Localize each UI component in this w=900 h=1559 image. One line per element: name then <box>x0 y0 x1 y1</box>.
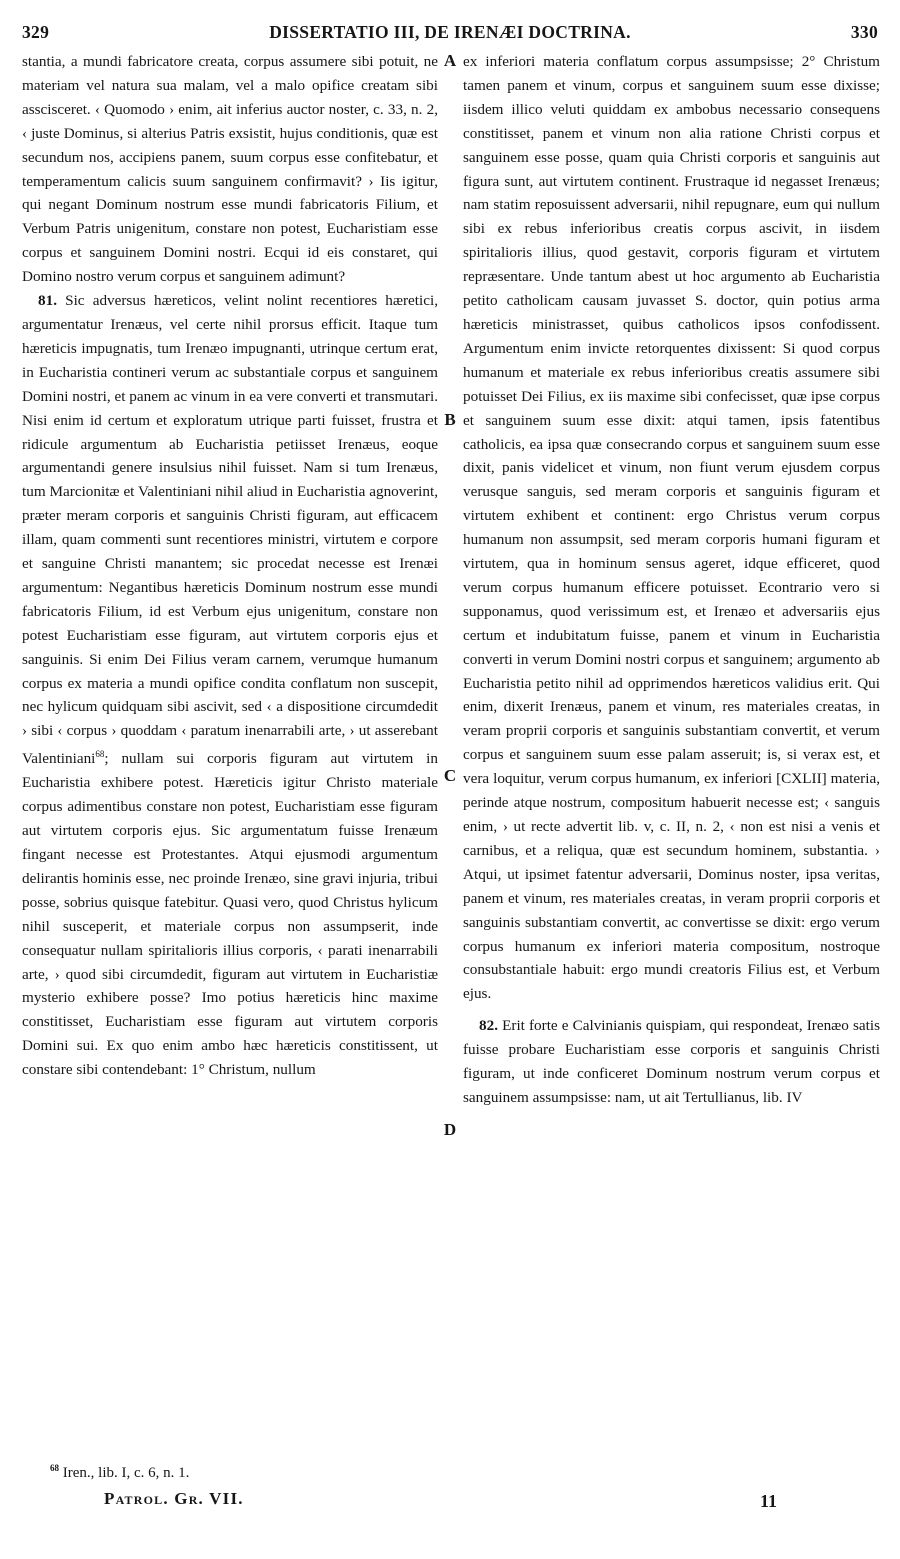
running-title: DISSERTATIO III, DE IRENÆI DOCTRINA. <box>269 22 631 42</box>
signature-number: 11 <box>760 1491 778 1511</box>
margin-marker-b: B <box>444 410 456 429</box>
paragraph-82: 82. Erit forte e Calvinianis quispiam, qui respondeat, Irenæo satis fuisse probare Eucharistiam esse corporis et sanguinis Christi figuram, ut inde conficeret Dominum nostrum verum corpus et sanguinem assumpsisse: nam, ut ait Tertullianus, lib. IV <box>463 1017 881 1106</box>
margin-marker-a: A <box>443 51 457 70</box>
signature-line: Patrol. Gr. VII. <box>104 1489 244 1508</box>
paragraph-number: 81. <box>38 292 57 310</box>
running-head <box>22 22 878 48</box>
paragraph-continuation-right: ex inferiori materia conflatum corpus assumpsisse; 2° Christum tamen panem et vinum, corpus et sanguinem suum esse dixisse; iisdem illico veluti quiddam ex ambobus necessario consequens constitisset, panem et vinum non alia ratione Christi corpus et sanguinem esse posse, quam quia Christi corporis et sanguinis aut figura sunt, aut virtutem continent. Frustraque id negasset Irenæus; nam statim reposuissent adversarii, nihil repugnare, eum qui nullum sibi ex rebus inferioribus creatis corpus ascivit, in iisdem spiritalioris illius, quod gestavit, corporis figuram et virtutem repræsentare. Unde tantum abest ut hoc argumento ab Eucharistia petito catholicam causam juvasset S. doctor, quin potius arma hæreticis ministrasset, quibus catholicos ipsos confodissent. Argumentum enim invicte retorquentes dixissent: Si quod corpus humanum et materiale ex rebus inferioribus creatis assumere sibi potuisset Dei Filius, ex iis maxime sibi confecisset, quæ ipse corpus et sanguinem suum esse dixit: atqui tamen, ipsis fatentibus catholicis, ea ipsa quæ consecrando corpus et sanguinem suum esse dixit, panis videlicet et vinum, non fiunt verum ejusdem corpus verusque sanguis, sed meram corporis et sanguinis figuram et virtutem exhibent et continent: ergo Christus verum corpus humanum non assumpsit, sed meram corporis humani figuram et virtutem, qua in hominum sensus ageret, idque efficeret, quod verum corpus humanum efficere potuisset. Econtrario vero si supponamus, quod verissimum est, et Irenæo et adversariis ejus certum et indubitatum fuisse, panem et vinum in Eucharistia converti in verum Domini nostri corpus et sanguinem; argumento ab Eucharistia petito nihil ad opprimendos hæreticos validius erit. Qui enim, dixerit Irenæus, panem et vinum, res materiales creatas, in veram proprii corporis et sanguinis substantiam convertit, et verum corpus et sanguinem suum esse palam asseruit; is, si verax est, et vera loquitur, verum corpus humanum, ex inferiori [CXLII] materia, perinde atque nostrum, compositum habuerit necesse est; ‹ sanguis enim, › ut recte advertit lib. v, c. II, n. 2, ‹ non est nisi a venis et carnibus, et a reliqua, quæ est secundum hominem, substantia. › Atqui, ut ipsimet fatentur adversarii, Dominus noster, ipsa veritas, panem et vinum, res materiales creatas, in veram proprii corporis et sanguinis substantiam convertit, ac convertisse se dixit: ergo verum corpus humanum ex inferiori materia compositum, nostroque consubstantiale habuit: ergo mundi creatoris Filius est, et Verbum ejus. <box>463 53 880 1003</box>
margin-marker-d: D <box>443 1120 457 1139</box>
footnote-marker: 68 <box>50 1463 59 1473</box>
footnote-reference: 68 <box>95 749 105 760</box>
paragraph-81: 81. Sic adversus hæreticos, velint nolint recentiores hæretici, argumentatur Irenæus, vel certe nihil prorsus efficit. Itaque tum hæreticis impugnatis, tum Irenæo impugnanti, utrinque certum erat, in Eucharistia contineri verum ac substantiale corpus et sanguinem Domini nostri, et panem ac vinum in ea vere converti et transmutari. Nisi enim id certum et exploratum utrique parti fuisset, frustra et ridicule argumentum ab Eucharistia petiisset Irenæus, eoque argumentandi genere insulsius nihil fuisset. Nam si tum Irenæus, tum Marcionitæ et Valentiniani nihil aliud in Eucharistia agnoverint, præter meram corporis et sanguinis Christi figuram, aut efficacem illam, quam commenti sunt recentiores ministri, virtutem e corpore et sanguine Christi manantem; sic procedat necesse est Irenæi argumentum: Negantibus hæreticis Dominum nostrum esse mundi fabricatoris Filium, id est Verbum ejus unigenitum, constare non potest Eucharistiam esse figuram, aut virtutem corporis ejus et sanguinis. Si enim Dei Filius veram carnem, verumque humanum corpus ex materia a mundi opifice condita conflatum non suscepit, nec hylicum quidquam sibi ascivit, sed ‹ a dispositione circumdedit › sibi ‹ corpus › quoddam ‹ paratum inenarrabili arte, › ut asserebant Valentiniani$^{68}$; nullam sui corporis figuram aut virtutem in Eucharistia exhibere potest. Hæreticis igitur Christo materiale corpus adimentibus constare non potest, Eucharistiam esse figuram aut virtutem corporis ejus. Sic argumentatum fuisse Irenæum fingant necesse est Protestantes. Atqui ejusmodi argumentum delirantis hominis esse, nec proinde Irenæo, sine gravi injuria, tribui posse, sobrius quisque fatebitur. Quasi vero, quod Christus hylicum nihil susceperit, et materiale corpus non assumpserit, inde consequatur nullam spiritalioris illius corporis, ‹ parati inenarrabili arte, › quod sibi circumdedit, figuram aut virtutem in Eucharistiæ mysterio exhibere posse? Imo potius hæreticis hinc maxime constitisset, Eucharistiam esse figuram aut virtutem corporis Domini sui. Ex quo enim ambo hæc hæreticis constitissent, ut constare sibi contendebant: 1° Christum, nullum <box>22 292 438 1079</box>
paragraph-number: 82. <box>479 1017 498 1035</box>
right-column <box>463 50 880 1110</box>
paragraph-continuation: stantia, a mundi fabricatore creata, corpus assumere sibi potuit, ne materiam vel natura sua malam, vel a malo opifice creatam sibi asscisceret. ‹ Quomodo › enim, ait inferius auctor noster, c. 33, n. 2, ‹ juste Dominus, si alterius Patris exsistit, hujus conditionis, quæ est secundum nos, accipiens panem, suum corpus esse confitebatur, et temperamentum calicis suum sanguinem confirmavit? › Iis igitur, qui negant Dominum nostrum esse mundi fabricatoris Filium, et Verbum Patris unigenitum, constare non potest, Eucharistiam esse corpus et sanguinem Domini nostri. Ecqui id eis constaret, qui Domino nostro verum corpus et sanguinem adimunt? <box>22 53 438 286</box>
footnote-text: Iren., lib. I, c. 6, n. 1. <box>62 1465 190 1481</box>
margin-marker-c: C <box>443 766 457 785</box>
left-column <box>22 50 438 1082</box>
page-number-right: 330 <box>850 22 878 42</box>
footnote <box>50 1463 189 1482</box>
page-number-left: 329 <box>22 22 50 42</box>
